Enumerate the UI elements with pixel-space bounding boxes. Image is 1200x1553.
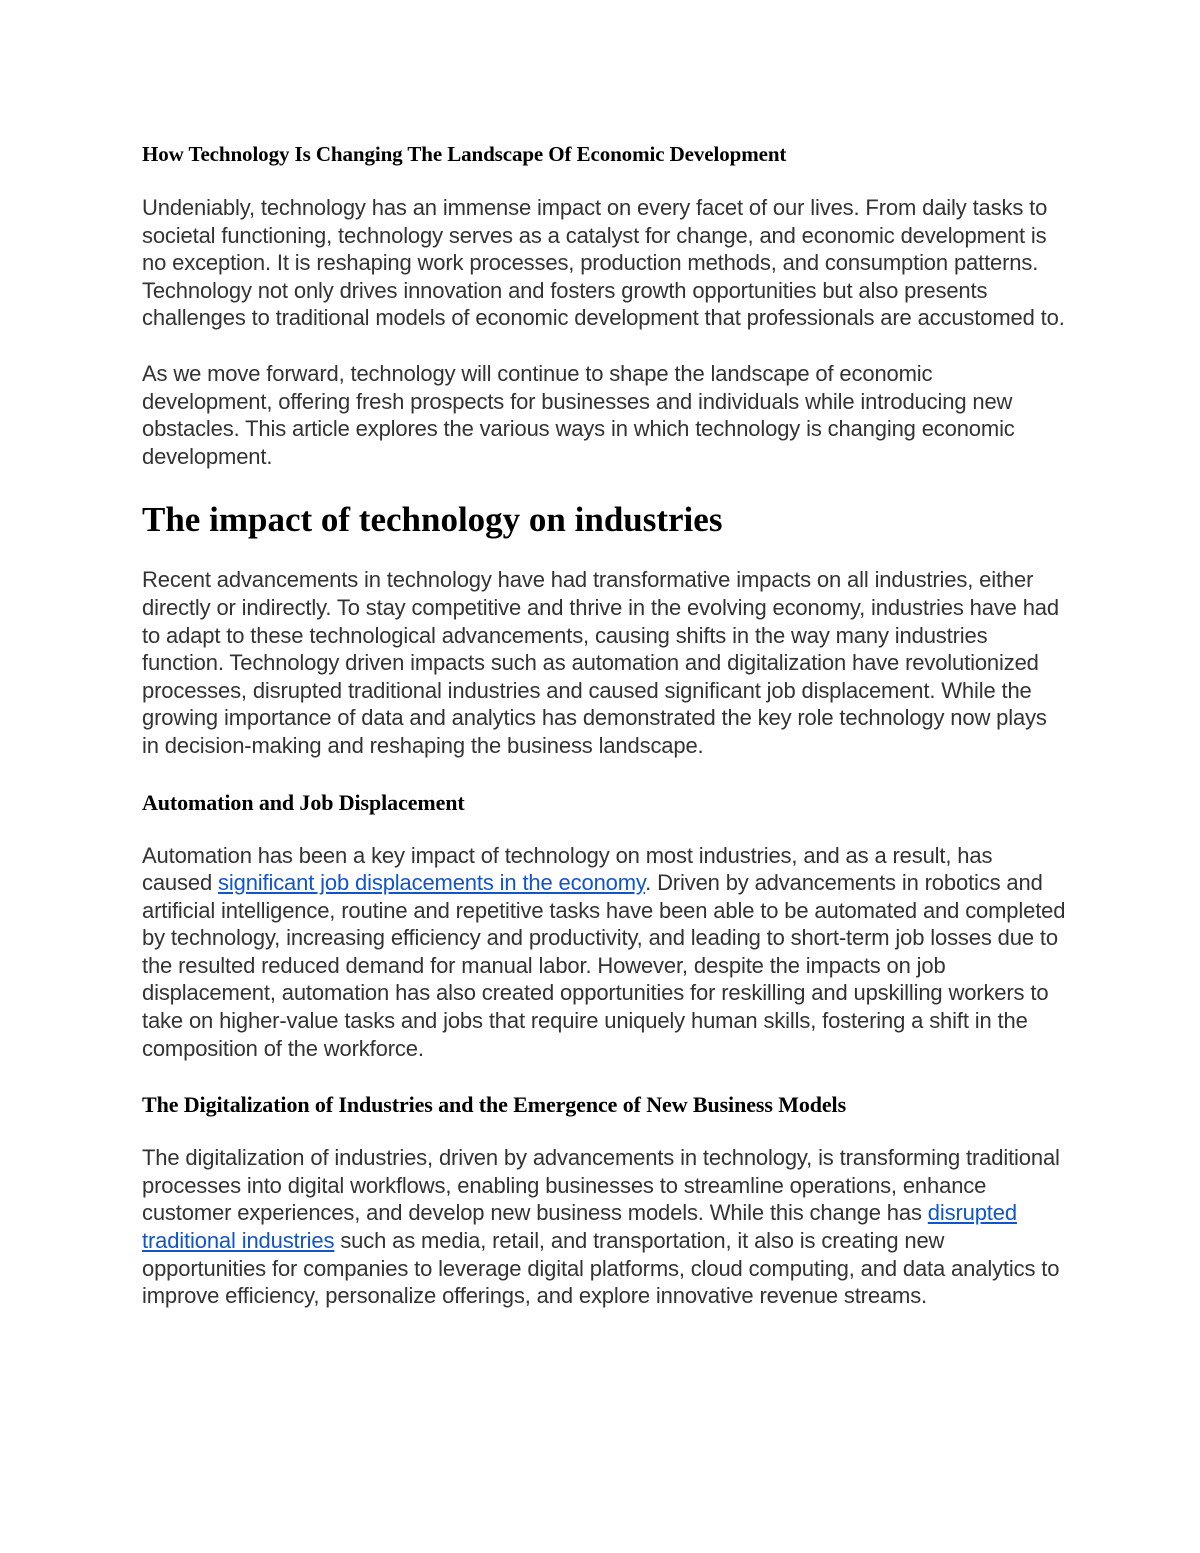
section-heading-automation: Automation and Job Displacement [142,789,465,815]
job-displacements-link[interactable]: significant job displacements in the economy [218,870,646,896]
automation-text-before-link: Automation has been a key impact of technology on most industries, and as a result, has caused [142,842,993,896]
automation-paragraph [142,842,1067,1063]
disrupted-industries-link[interactable]: disrupted traditional industries [142,1200,1017,1254]
digitalization-text-before-link: The digitalization of industries, driven by advancements in technology, is transforming traditional processes into digital workflows, enabling businesses to streamline operations, enhance customer experiences, and develop new business models. While this change has [142,1145,1060,1226]
digitalization-text-after-link: such as media, retail, and transportation, it also is creating new opportunities for companies to leverage digital platforms, cloud computing, and data analytics to improve efficiency, personalize offerings, and explore innovative revenue streams. [142,1228,1060,1309]
industries-paragraph: Recent advancements in technology have had transformative impacts on all industries, either directly or indirectly. To stay competitive and thrive in the evolving economy, industries have had to adapt to these technological advancements, causing shifts in the way many industries function. Technology driven impacts such as automation and digitalization have revolutionized processes, disrupted traditional industries and caused significant job displacement. While the growing importance of data and analytics has demonstrated the key role technology now plays in decision-making and reshaping the business landscape. [142,567,1059,758]
automation-text-after-link: . Driven by advancements in robotics and artificial intelligence, routine and repetitive tasks have been able to be automated and completed by technology, increasing efficiency and productivity, and leading to short-term job losses due to the resulted reduced demand for manual labor. However, despite the impacts on job displacement, automation has also created opportunities for reskilling and upskilling workers to take on higher-value tasks and jobs that require uniquely human skills, fostering a shift in the composition of the workforce. [142,870,1066,1061]
section-heading-industries: The impact of technology on industries [142,500,723,540]
intro-paragraph-2: As we move forward, technology will continue to shape the landscape of economic development, offering fresh prospects for businesses and individuals while introducing new obstacles. This article explores the various ways in which technology is changing economic development. [142,360,1015,469]
intro-paragraph-1: Undeniably, technology has an immense impact on every facet of our lives. From daily tasks to societal functioning, technology serves as a catalyst for change, and economic development is no exception. It is reshaping work processes, production methods, and consumption patterns. Technology not only drives innovation and fosters growth opportunities but also presents challenges to traditional models of economic development that professionals are accustomed to. [142,195,1065,331]
document-title: How Technology Is Changing The Landscape Of Economic Development [142,142,787,166]
section-heading-digitalization: The Digitalization of Industries and the Emergence of New Business Models [142,1092,847,1118]
document-body [142,140,1067,1338]
digitalization-paragraph [142,1144,1067,1310]
